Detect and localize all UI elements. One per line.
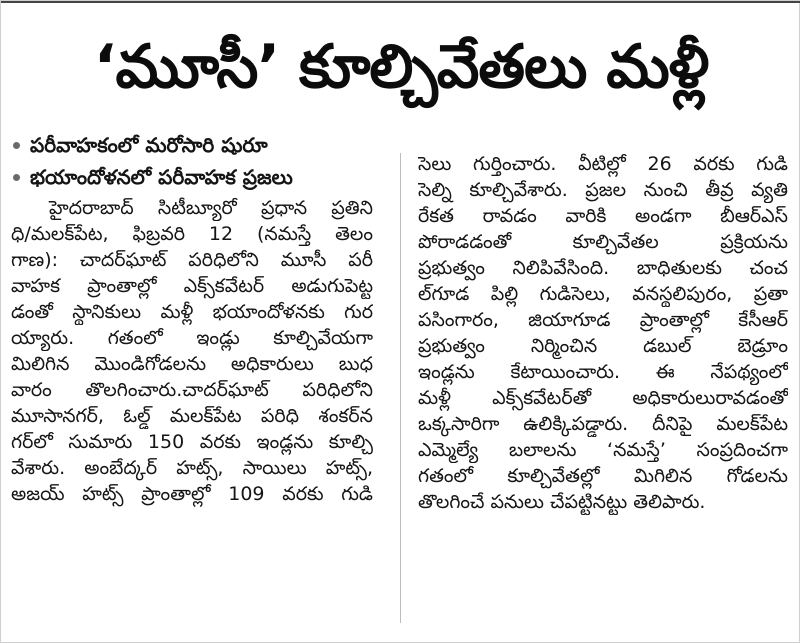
- text-line: డంతో స్థానికులు మళ్లీ భయాందోళనకు గుర: [11, 301, 373, 323]
- text-line: గాణ): చాదర్‌ఘాట్ పరిధిలోని మూసీ పరీ: [11, 249, 373, 271]
- bullet-point: [11, 131, 373, 159]
- text-line: వారం తొలగించారు.చాదర్‌ఘాట్ పరిధిలోని: [11, 379, 373, 401]
- text-line: వాహక ప్రాంతాల్లో ఎక్స్‌కవేటర్ అడుగుపెట్ట: [11, 275, 373, 297]
- text-line: మిలిగిన మొండిగోడలను అధికారులు బుధ: [11, 353, 373, 375]
- text-line: తొలగించే పనులు చేపట్టినట్టు తెలిపారు.: [418, 491, 706, 513]
- top-rule: [1, 1, 800, 3]
- left-column: [11, 131, 373, 507]
- bullet-icon: [13, 142, 20, 149]
- bullet-icon: [13, 174, 20, 181]
- text-line: ప్రభుత్వం నిలిపివేసింది. బాధితులకు చంచ: [418, 257, 788, 279]
- text-line: సెల్ని కూల్చివేశారు. ప్రజల నుంచి తీవ్ర వ్యతి: [418, 179, 788, 201]
- text-line: గర్‌లో సుమారు 150 వరకు ఇండ్లను కూల్చి: [11, 431, 373, 453]
- bullet-text: పరీవాహకంలో మరోసారి షురూ: [30, 133, 268, 157]
- text-line: హైదరాబాద్ సిటీబ్యూరో ప్రధాన ప్రతిని: [49, 197, 373, 219]
- text-line: ఇండ్లను కేటాయించారు. ఈ నేపథ్యంలో: [418, 361, 788, 383]
- headline: ‘మూసీ’ కూల్చివేతలు మళ్లీ: [93, 32, 709, 102]
- bullet-text: భయాందోళనలో పరీవాహక ప్రజలు: [30, 165, 293, 189]
- column-divider: [400, 153, 401, 623]
- text-line: గతంలో కూల్చివేతల్లో మిగిలిన గోడలను: [418, 465, 788, 487]
- text-line: ధి/మలక్‌పేట, ఫిబ్రవరి 12 (నమస్తే తెలం: [11, 223, 373, 245]
- text-line: మూసానగర్, ఓల్డ్ మలక్‌పేట పరిధి శంకర్‌న: [11, 405, 373, 427]
- text-line: పోరాడడంతో కూల్చివేతల ప్రక్రియను: [418, 231, 788, 253]
- text-line: సెలు గుర్తించారు. వీటిల్లో 26 వరకు గుడి: [418, 153, 788, 175]
- text-line: మళ్లీ ఎక్స్‌కవేటర్‌తో అధికారులురావడంతో: [418, 387, 788, 409]
- text-line: య్యారు. గతంలో ఇండ్లు కూల్చివేయగా: [11, 327, 373, 349]
- text-line: పసింగారం, జియాగూడ ప్రాంతాల్లో కేసీఆర్: [418, 309, 788, 331]
- text-line: అజయ్ హట్స్ ప్రాంతాల్లో 109 వరకు గుడి: [11, 483, 373, 505]
- text-line: ప్రభుత్వం నిర్మించిన డబుల్ బెడ్రూం: [418, 335, 788, 357]
- text-line: ఎమ్మెల్యే బలాలను ‘నమస్తే’ సంప్రదించగా: [418, 439, 788, 461]
- bullet-point: [11, 163, 373, 191]
- text-line: ఒక్కసారిగా ఉలిక్కిపడ్డారు. దీనిపై మలక్‌పేట: [418, 413, 788, 435]
- text-line: రేకత రావడం వారికి అండగా బీఆర్ఎస్: [418, 205, 788, 227]
- text-line: ల్‌గూడ పిల్లి గుడిసెలు, వనస్థలిపురం, ప్రతా: [418, 283, 788, 305]
- text-line: వేశారు. అంబేద్కర్ హట్స్, సాయిలు హట్స్,: [11, 457, 373, 479]
- right-column: [418, 151, 788, 515]
